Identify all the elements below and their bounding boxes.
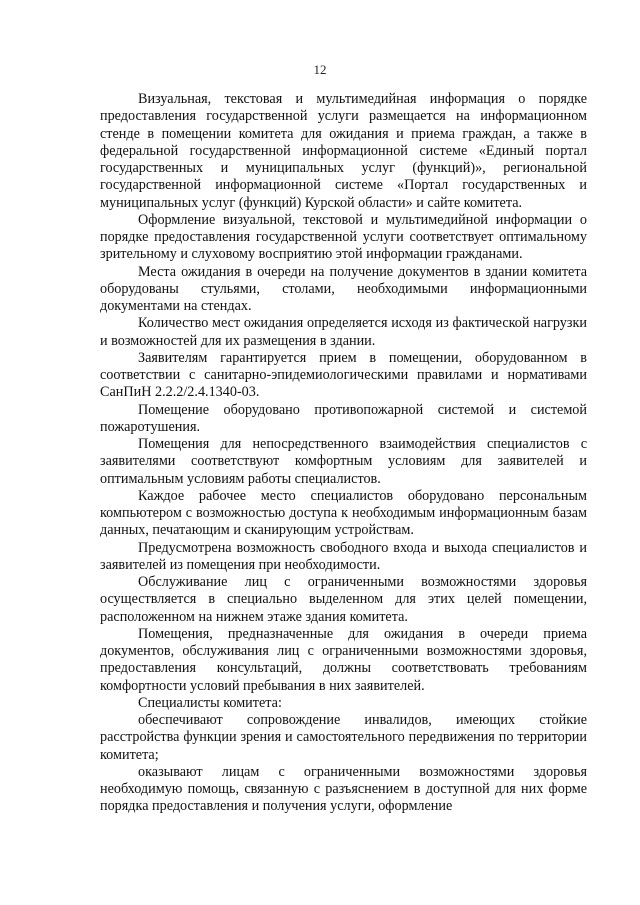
paragraph: Специалисты комитета: <box>138 694 282 711</box>
paragraph: Обслуживание лиц с ограниченными возможностями здоровья осуществляется в специально выделенном для этих целей помещении, расположенном на нижнем этаже здания комитета. <box>100 574 587 625</box>
paragraph: Предусмотрена возможность свободного входа и выхода специалистов и заявителей из помещения при необходимости. <box>100 539 587 573</box>
paragraph: Каждое рабочее место специалистов оборудовано персональным компьютером с возможностью доступа к необходимым информационным базам данных, печатающим и сканирующим устройствам. <box>100 487 587 539</box>
document-body <box>100 91 587 816</box>
paragraph: Места ожидания в очереди на получение документов в здании комитета оборудованы стульями, столами, необходимыми информационными документами на стендах. <box>100 263 587 314</box>
paragraph: Заявителям гарантируется прием в помещении, оборудованном в соответствии с санитарно-эпидемиологическими правилами и нормативами СанПиН 2.2.2/2.4.1340-03. <box>100 349 587 401</box>
page-number: 12 <box>313 62 327 77</box>
paragraph: Помещение оборудовано противопожарной системой и системой пожаротушения. <box>100 401 587 435</box>
paragraph: обеспечивают сопровождение инвалидов, имеющих стойкие расстройства функции зрения и самостоятельного передвижения по территории комитета; <box>100 712 587 763</box>
paragraph: Количество мест ожидания определяется исходя из фактической нагрузки и возможностей для их размещения в здании. <box>100 315 587 349</box>
paragraph: оказывают лицам с ограниченными возможностями здоровья необходимую помощь, связанную с разъяснением в доступной для них форме порядка предоставления и получения услуги, оформление <box>100 763 587 815</box>
paragraph: Оформление визуальной, текстовой и мультимедийной информации о порядке предоставления государственной услуги соответствует оптимальному зрительному и слуховому восприятию этой информации гражданами. <box>100 211 587 263</box>
paragraph: Помещения для непосредственного взаимодействия специалистов с заявителями соответствуют комфортным условиям для заявителей и оптимальным условиям работы специалистов. <box>100 436 587 487</box>
paragraph: Визуальная, текстовая и мультимедийная информация о порядке предоставления государственной услуги размещается на информационном стенде в помещении комитета для ожидания и приема граждан, а также в федеральной государственной информационной системе «Единый портал государственных и муниципальных услуг (функций)», региональной государственной информационной системе «Портал государственных и муниципальных услуг (функций) Курской области» и сайте комитета. <box>100 91 587 211</box>
paragraph: Помещения, предназначенные для ожидания в очереди приема документов, обслуживания лиц с ограниченными возможностями здоровья, предоставления консультаций, должны соответствовать требованиям комфортности условий пребывания в них заявителей. <box>100 625 587 694</box>
